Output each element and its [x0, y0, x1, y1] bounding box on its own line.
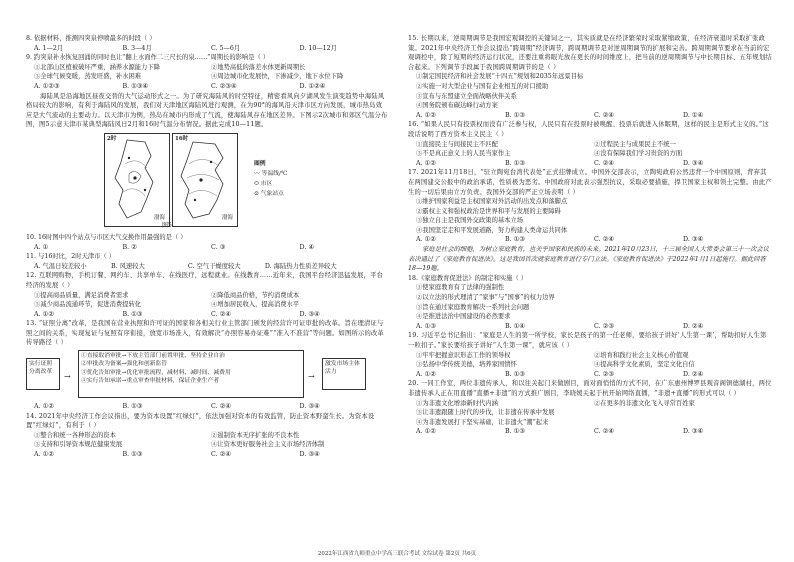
q9-option-c: C. ②③④ — [211, 82, 237, 90]
q17-item-2: ②霸权主义和强权政治是世界和平与发展的主要障碍 — [416, 207, 561, 215]
q15-option-a: A. ①② — [416, 111, 436, 119]
q12-options-row1 — [26, 291, 388, 301]
q19-options-row1 — [408, 351, 772, 361]
q20-option-c: C. ②④ — [594, 428, 614, 436]
q12-item-1: ①提高商品质量，满足消费者需求 — [34, 291, 129, 299]
q20-item-4: ④为非遗发展打下坚实基础，让非遗火“潮”起来 — [416, 418, 549, 426]
q18-option-b: B. ①④ — [505, 322, 525, 330]
measure-1: ①直接取消审批→下放主管部门前置审批，坚持企业自治 — [81, 353, 225, 360]
q12-option-d: D. ③④ — [299, 310, 320, 318]
station-icon: ⊙ — [254, 190, 261, 197]
q11-option-c: C. 空气干燥度较大 — [187, 262, 241, 270]
q10-stem: 10. 16时图中四个站点与市区大气交换作用最强的是（ ） — [26, 233, 187, 241]
q20-options — [408, 427, 772, 437]
q16-item-1: ①直接民主与间接民主不匹配 — [416, 140, 498, 148]
q15-stem: 15. 长期以来，逆周期调节是我国宏观调控的关键词之一，其实质就是在经济繁荣时采取紧缩政策，在经济衰退时采取扩张政策。2021年中央经济工作会议提出“跨周期”经济调节，跨周期调节是对逆周期调节的扩展和完善。跨周期调节要求在当前的宏观调控中，除了短期的经济运行状况，还要注重将眼光放在更长的时间维度上，把当前的逆周期调节与中长期目标、五年规划结合起来。下列调节手段属于我国跨周期调节的是（ ） — [408, 35, 772, 71]
q15-item-2: ②实施一对大型企业与国有企业相互的对口援助 — [416, 82, 549, 90]
q14-option-b: B. ①③ — [122, 451, 143, 459]
q19-stem: 19. 习近平总书记指出：“家庭是人生的第一所学校，家长是孩子的第一任老师，要给孩子讲好‘人生第一课’，帮助扣好人生第一粒扣子。”家长要给孩子讲好“人生第一课”，就应该（ ） — [408, 332, 767, 349]
q14-option-d: D. ③④ — [299, 451, 320, 459]
q14-options-row1 — [26, 431, 388, 441]
map-2h-drawing — [105, 134, 169, 226]
q13-option-a: A. ①② — [34, 403, 54, 411]
q11-options — [26, 262, 388, 272]
q9-options — [26, 82, 388, 92]
q9-options-row2 — [26, 72, 388, 82]
q12-options — [26, 310, 388, 320]
q9-options-row1 — [26, 63, 388, 73]
measure-3: ③优化告知审批→优化审批流程，减材料、减时间、减费用 — [81, 369, 231, 376]
left-column — [26, 34, 388, 460]
map-16h-drawing — [173, 134, 237, 226]
q9-option-b: B. ①③④ — [122, 82, 149, 90]
legend-title: 图例 — [254, 160, 266, 167]
map-2h-label: 2时 — [107, 135, 117, 142]
q19-options-row2 — [408, 360, 772, 370]
q9-stem: 9. 趵突泉补水恢复回涌的同时也让“翻上水面作二三尺长的泉……”周期长的影响是（ ） — [26, 54, 270, 62]
q17-options — [408, 235, 772, 245]
figure-caption: 图5 — [162, 221, 172, 229]
q8-option-c: C. 5—6月 — [211, 44, 241, 52]
q12-option-b: B. ①③ — [122, 310, 143, 318]
q20-stem: 20. 一同工作室，两位非遗传承人，和以往关起门来做剧目，面对面悄悄的方式不同，在广东惠州博罗县观音阁镇德湖村，两位非遗传承人正在用直播“直播+非遗”的方式推广剧目，李晓媛关起于杭开始网络直播，“非遗+直播”的形式可以（ ） — [408, 380, 772, 397]
q9-item-3: ③全球气候变暖，蒸发旺盛，补水困难 — [34, 73, 142, 81]
q16-options-row1 — [408, 140, 772, 150]
right-column — [408, 34, 772, 437]
q11-option-b: B. 风速较大 — [110, 262, 145, 270]
q8-stem: 8. 依据材料，推测四突泉停喷最多的时段（ ） — [26, 35, 156, 42]
q13-option-b: B. ①③ — [122, 403, 143, 411]
q9-option-a: A. ①②③ — [34, 82, 60, 90]
q17-option-a: A. ①② — [416, 236, 436, 244]
flow-box-result: 激发市场主体活力 — [322, 358, 366, 390]
figure-5 — [26, 133, 388, 231]
isotherm-icon: 〰 — [254, 170, 262, 177]
q14-item-2: ②遏制资本无序扩张的不良本性 — [211, 431, 300, 439]
q18-option-a: A. ①③ — [416, 322, 436, 330]
q10-option-c: C. ③ — [211, 243, 226, 251]
q20-item-1: ①为非遗文化增添新时代内涵 — [416, 399, 498, 407]
q13-stem: 13. “证照分离”改革，是我国在营业执照和许可证的国家和各相关行业主管部门颁发的经营许可证审批的改革。旨在理清证与照之间的关系，实现复证与复照有序衔接，放宽市场准入，有效解决“办照容易办证难”“准入不准营”等问题。如图所示的改革传导路径（ ） — [26, 320, 385, 347]
legend-station-text: 气象站点 — [260, 190, 284, 197]
q10-options — [26, 243, 388, 253]
measure-2: ②审批改为备案→强化和创新监管 — [81, 361, 168, 368]
urban-area-icon: ⬭ — [254, 180, 261, 187]
q19-option-a: A. ①② — [416, 370, 436, 378]
q19-option-b: B. ①③ — [505, 370, 525, 378]
q15-options — [408, 111, 772, 121]
q19-item-4: ④提高科学文化素质，坚定文化自信 — [594, 361, 695, 369]
reform-flowchart — [26, 350, 388, 400]
q20-item-2: ②在更多的非遗文化飞入寻常百姓家 — [594, 399, 695, 407]
q17-item-1: ①维护国家利益是主权国家对外活动的出发点和落脚点 — [416, 198, 568, 206]
q16-option-a: A. ①② — [416, 159, 436, 167]
q17-option-c: C. ②④ — [594, 236, 614, 244]
legend-isotherm-text: 等温线/℃ — [261, 170, 288, 177]
q17-option-d: D. ③④ — [683, 236, 704, 244]
q11-option-d: D. 海陆热力性质差异较大 — [264, 262, 337, 270]
q8-options — [26, 44, 388, 54]
q20-item-3: ③让非遗跟随上时代的步伐，让非遗在传承中发展 — [416, 409, 555, 417]
q15-option-c: C. ②④ — [594, 111, 614, 119]
q19-item-2: ②培育和践行社会主义核心价值观 — [594, 351, 689, 359]
q9-item-1: ①北部山区植被破坏严重，涵养水源能力下降 — [34, 63, 160, 71]
q16-option-d: D. ③④ — [683, 159, 704, 167]
q15-item-4: ④国务院颁布碳达峰行动方案 — [416, 102, 498, 110]
q11-stem: 11. 与16时比，2时天津市（ ） — [26, 253, 116, 261]
q10-option-d: D. ④ — [299, 243, 314, 251]
q16-item-2: ②过程民主与成果民主不统一 — [594, 140, 676, 148]
q11-option-a: A. 气温日较差较小 — [34, 262, 87, 270]
q19-item-3: ③弘扬中华传统美德，培养家国情怀 — [416, 361, 517, 369]
q18-item-1: ①使家庭教育有了法律的强制性 — [416, 284, 505, 292]
q14-option-a: A. ①② — [34, 451, 54, 459]
q12-option-a: A. ①② — [34, 310, 54, 318]
legend-station — [254, 189, 287, 199]
q14-item-3: ③支持和引导资本规范健康发展 — [34, 441, 123, 449]
legend-urban-text: 市区 — [260, 180, 273, 187]
q18-stem: 18.《家庭教育促进法》的制定和实施（ ） — [408, 274, 528, 282]
q14-stem: 14. 2021年中央经济工作会议指出，要为资本设置“红绿灯”，依法加强对资本的有效监管，防止资本野蛮生长。为资本设置“红绿灯”，有利于（ ） — [26, 412, 375, 430]
q13-option-d: D. ③④ — [299, 403, 320, 411]
q15-item-1: ①制定国民经济和社会发展“十四五”规划和2035年远景目标 — [416, 73, 584, 81]
q13-option-c: C. ②④ — [211, 403, 231, 411]
q14-item-4: ④让资本更好服务社会主义市场经济体制 — [211, 441, 325, 449]
q8-option-d: D. 10—12月 — [299, 44, 337, 52]
q10-option-b: B. ② — [122, 243, 137, 251]
q16-item-4: ④没有保障我们学习贵资的方面 — [594, 150, 683, 158]
q19-options — [408, 370, 772, 380]
q20-option-a: A. ①② — [416, 428, 436, 436]
q14-options-row2 — [26, 440, 388, 450]
material-passage: 海陆风是沿海地区昼夜交替的大气运动形式之一。为了研究海陆风的时空特征，精密看风向夕湖风发生演变趋势中海陆风格局较大的影响，有利于海陆风的发展，我们对天津地区海陆风进行观测，在为90°的海风沿天津市区方向发展，城市热岛效应是大气流动的主要动力。以天津市为例，热岛在城市内形成了气流，使海陆风存在地区差异。下图示2次城市和郊区气温分布图，图5示意天津市某典型海陆风日2月和16时气温分布情况。据此完成10—11题。 — [26, 92, 388, 129]
flow-box-start: 实行证照分离改革 — [26, 358, 60, 390]
q18-option-c: C. ②③ — [594, 322, 614, 330]
map-16h-label: 16时 — [175, 135, 189, 142]
map-2h — [104, 133, 170, 227]
measure-4: ④实行告知承诺→重点审查审批材料，保证企业生产者 — [81, 377, 220, 384]
q9-item-4: ④周边城市化发展快，下渗减少，地下水位下降 — [211, 73, 344, 81]
q17-item-3: ③独立自主是我国外交政策的基本立场 — [416, 217, 524, 225]
page-footer: 2022年江西省九师重点中学高三联合考试 文综试卷 第2页 共6页 — [317, 551, 477, 557]
arrow-right-icon: → — [64, 372, 71, 382]
q18-item-3: ③旨在通过家庭教育解决一系列社会问题 — [416, 303, 530, 311]
sea-label-2: 渤海 — [221, 215, 233, 222]
q12-option-c: C. ②④ — [211, 310, 231, 318]
material-passage-2: 家庭是社会的细胞，为树立家庭教育，也关乎国家和民族的未来。2021年10月23日，十三届全国人大常委会第三十一次会议表决通过了《家庭教育促进法》。这是我国首次就家庭教育进行专门立法。《家庭教育促进法》于2022年1月1日起施行。据此回答18—19题。 — [408, 246, 769, 273]
q13-options — [26, 402, 388, 412]
q8-option-b: B. 3—4月 — [122, 44, 152, 52]
arrow-right-icon: → — [308, 372, 315, 382]
q18-item-4: ④是推进法治中国建设的必然要求 — [416, 313, 511, 321]
q16-option-b: B. ①③ — [505, 159, 525, 167]
q14-item-1: ①整合和统一各种形态的资本 — [34, 431, 116, 439]
q20-options-row1 — [408, 399, 772, 409]
q18-item-2: ②以立法的形式理清了“家事”与“国事”的权力边界 — [416, 294, 555, 302]
q9-item-2: ②地势高低的落差水体更新周期长 — [211, 63, 306, 71]
sea-label-1: 渤海 — [153, 215, 165, 222]
map-16h — [172, 133, 238, 227]
q20-option-b: B. ①③ — [505, 428, 525, 436]
q16-option-c: C. ②④ — [594, 159, 614, 167]
legend-urban — [254, 179, 287, 189]
q17-option-b: B. ①③ — [505, 236, 525, 244]
q12-item-2: ②降低商品价格，节约消费成本 — [211, 291, 300, 299]
q12-item-3: ③减少商品流通环节，促进消费提转化 — [34, 301, 142, 309]
q15-option-b: B. ①③ — [505, 111, 525, 119]
q14-option-c: C. ②④ — [211, 451, 231, 459]
q12-stem: 12. 互联网购物，手机订餐、网约车、共享单车、在线医疗，远程就业。在线教育……近年来，我国平台经济迅猛发展，平台经济的发展（ ） — [26, 272, 384, 289]
q10-option-a: A. ① — [34, 243, 49, 251]
q17-stem: 17. 2021年11月18日，“驻立陶宛台湾代表处”正式挂牌成立。中国外交部表示，立陶宛政府公然违背一个中国原则，背弃其在两国建交公报中的政治承诺，性质极为恶劣。中国政府对此表示强烈抗议，采取必要措施，捍卫国家主权和领土完整。由此产生的一切后果由立方负责。我国外交部的严正立场表明（ ） — [408, 169, 772, 196]
q12-options-row2 — [26, 300, 388, 310]
q16-item-3: ③不是真正意义上的人民当家作主 — [416, 150, 511, 158]
q19-option-d: D. ②④ — [683, 370, 704, 378]
q19-item-1: ①牢牢把握意识形态工作的领导权 — [416, 351, 511, 359]
q15-item-3: ③宣布与东盟建立全面战略伙伴关系 — [416, 92, 517, 100]
legend-isotherm — [254, 169, 287, 179]
q18-option-d: D. ②④ — [683, 322, 704, 330]
q12-item-4: ④增加居民收入，提高消费水平 — [211, 301, 300, 309]
map-legend — [254, 159, 287, 199]
q20-option-d: D. ③④ — [683, 428, 704, 436]
q8-option-a: A. 1—2月 — [34, 44, 64, 52]
q17-item-4: ④我国坚定走和平发展道路，努力构建人类命运共同体 — [416, 226, 568, 234]
flow-box-measures — [78, 350, 304, 398]
q19-option-c: C. ②③ — [594, 370, 614, 378]
q14-options — [26, 450, 388, 460]
q16-options-row2 — [408, 149, 772, 159]
q15-option-d: D. ①④ — [683, 111, 704, 119]
q9-option-d: D. ①②④ — [299, 82, 326, 90]
q16-stem: 16. “如果人民只有投票权而没有广泛参与权，人民只有在投票时被唤醒、投票后就进入休眠期，这样的民主是形式主义的。”这段话说明了西方资本主义民主（ ） — [408, 121, 769, 138]
q18-options — [408, 322, 772, 332]
q16-options — [408, 159, 772, 169]
